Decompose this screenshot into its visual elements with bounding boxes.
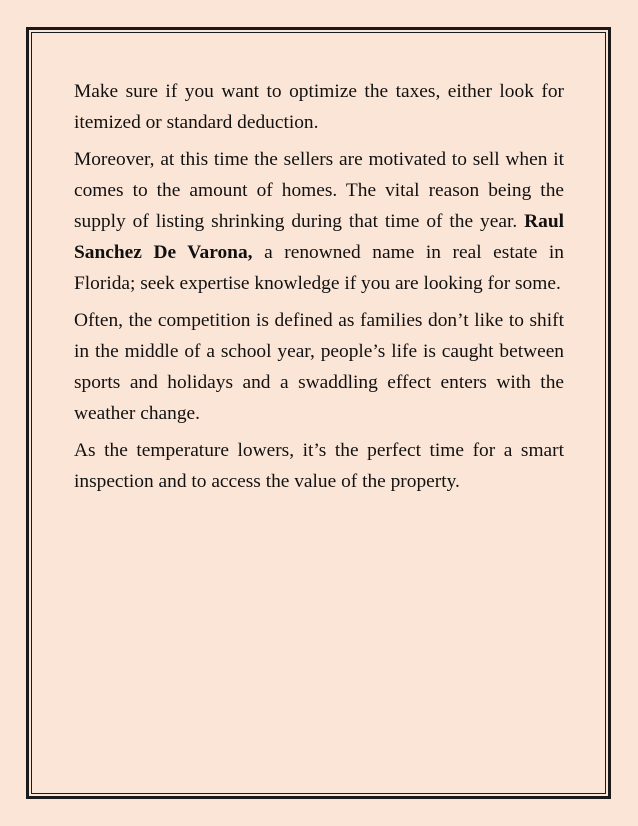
paragraph-text: Make sure if you want to optimize the taxes, either look for itemized or standard deduction. bbox=[74, 81, 564, 133]
paragraph-4 bbox=[74, 435, 564, 497]
document-body bbox=[74, 76, 564, 503]
paragraph-1 bbox=[74, 76, 564, 138]
bold-name: Raul Sanchez De Varona, bbox=[74, 211, 564, 263]
paragraph-text: Moreover, at this time the sellers are motivated to sell when it comes to the amount of homes. The vital reason being the supply of listing shrinking during that time of the year. bbox=[74, 149, 564, 232]
paragraph-2 bbox=[74, 144, 564, 299]
paragraph-text: As the temperature lowers, it’s the perfect time for a smart inspection and to access the value of the property. bbox=[74, 440, 564, 492]
paragraph-text: Often, the competition is defined as families don’t like to shift in the middle of a school year, people’s life is caught between sports and holidays and a swaddling effect enters with the weather change. bbox=[74, 310, 564, 424]
paragraph-3 bbox=[74, 305, 564, 429]
paragraph-text: a renowned name in real estate in Florida; seek expertise knowledge if you are looking for some. bbox=[74, 242, 564, 294]
